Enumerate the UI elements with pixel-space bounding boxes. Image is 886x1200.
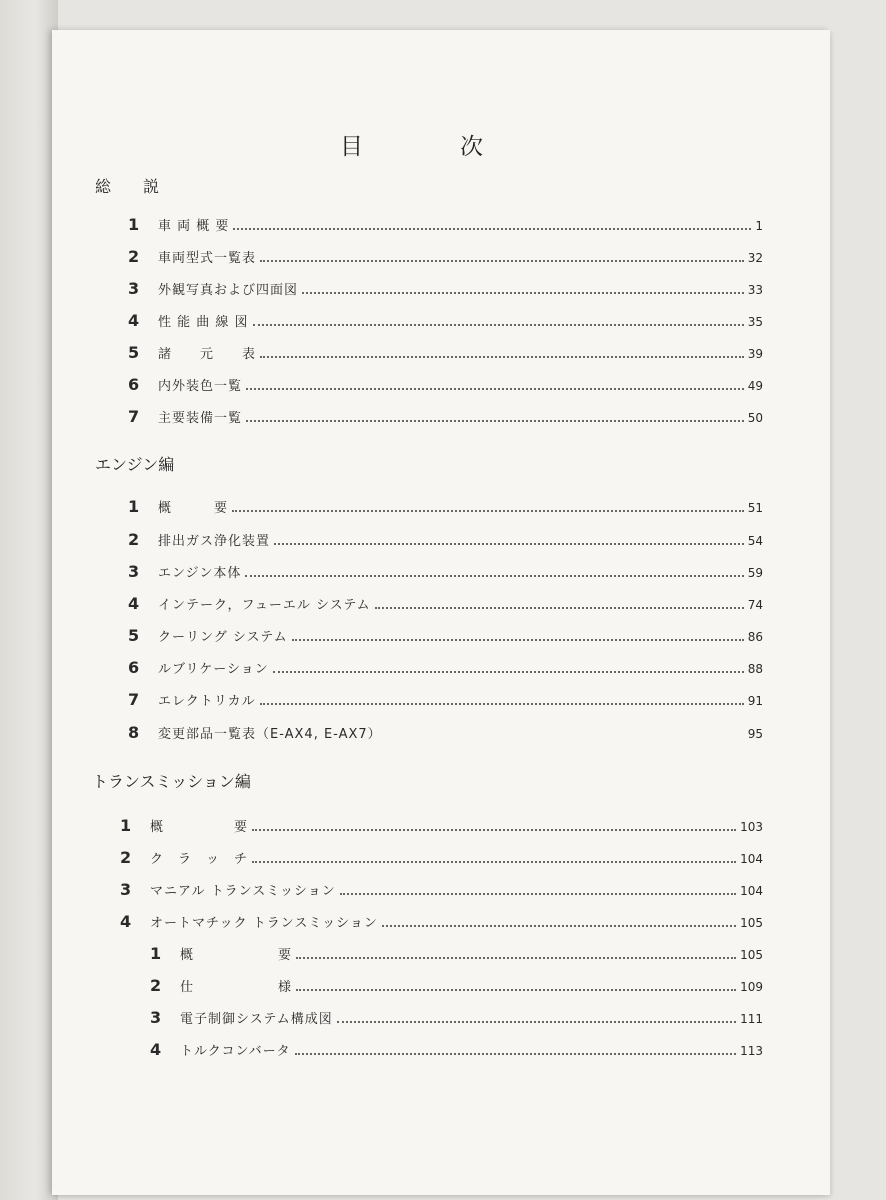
entry-page: 86 [747, 630, 763, 644]
toc-title-right: 次 [460, 134, 483, 160]
entry-number: 4 [150, 1040, 162, 1059]
entry-page: 59 [747, 566, 763, 580]
entry-page: 104 [740, 852, 763, 866]
entry-number: 3 [128, 562, 140, 581]
entry-page: 111 [740, 1012, 763, 1026]
entry-page: 109 [740, 980, 763, 994]
entry-number: 1 [120, 816, 132, 835]
entry-label: 車両型式一覧表 [158, 251, 257, 266]
entry-number: 3 [128, 279, 140, 298]
entry-label: ク ラ ッ チ [150, 852, 249, 867]
entry-page: 54 [747, 534, 763, 548]
entry-page: 105 [740, 948, 763, 962]
leader-dots [273, 670, 744, 673]
entry-label: 概 要 [158, 501, 229, 516]
entry-page: 35 [747, 315, 763, 329]
toc-entry[interactable] [128, 690, 763, 710]
entry-page: 104 [740, 884, 763, 898]
entry-page: 95 [747, 727, 763, 741]
entry-label: オートマチック トランスミッション [150, 916, 378, 931]
toc-entry[interactable] [128, 375, 763, 395]
entry-page: 32 [747, 251, 763, 265]
entry-number: 1 [128, 215, 140, 234]
entry-label: 諸 元 表 [158, 347, 257, 362]
entry-number: 6 [128, 375, 140, 394]
entry-number: 6 [128, 658, 140, 677]
entry-page: 91 [747, 694, 763, 708]
entry-number: 2 [120, 848, 132, 867]
entry-number: 5 [128, 626, 140, 645]
leader-dots [252, 860, 736, 863]
entry-number: 2 [128, 530, 140, 549]
toc-entry[interactable] [120, 816, 763, 836]
leader-dots [260, 355, 744, 358]
leader-dots [274, 542, 744, 545]
entry-page: 1 [755, 219, 763, 233]
leader-dots [253, 323, 744, 326]
leader-dots [246, 419, 744, 422]
entry-page: 33 [747, 283, 763, 297]
entry-page: 51 [747, 501, 763, 515]
entry-number: 2 [150, 976, 162, 995]
leader-dots [340, 892, 736, 895]
entry-number: 3 [120, 880, 132, 899]
entry-label: 概 要 [180, 948, 293, 963]
leader-dots [246, 387, 744, 390]
entry-page: 39 [747, 347, 763, 361]
leader-dots [296, 956, 736, 959]
entry-label: 排出ガス浄化装置 [158, 534, 271, 549]
entry-label: ルブリケーション [158, 662, 269, 677]
entry-label: 内外装色一覧 [158, 379, 243, 394]
toc-title-left: 目 [340, 134, 363, 160]
toc-entry[interactable] [128, 562, 763, 582]
entry-label: 仕 様 [180, 980, 293, 995]
toc-entry[interactable] [128, 407, 763, 427]
toc-entry[interactable] [128, 343, 763, 363]
entry-number: 8 [128, 723, 140, 742]
leader-dots [245, 574, 743, 577]
entry-number: 3 [150, 1008, 162, 1027]
leader-dots [233, 227, 751, 230]
entry-label: 外観写真および四面図 [158, 283, 299, 298]
previous-page-edge [0, 0, 58, 1200]
entry-label: 車 両 概 要 [158, 219, 230, 234]
entry-number: 5 [128, 343, 140, 362]
entry-number: 1 [128, 497, 140, 516]
entry-label: トルクコンバータ [180, 1044, 291, 1059]
toc-entry[interactable] [120, 912, 763, 932]
entry-page: 49 [747, 379, 763, 393]
leader-dots [260, 702, 744, 705]
toc-subentry[interactable] [150, 1040, 763, 1060]
toc-entry[interactable] [128, 279, 763, 299]
leader-dots [232, 509, 744, 512]
entry-label: エンジン本体 [158, 566, 242, 581]
leader-dots [386, 735, 744, 738]
toc-entry[interactable] [128, 658, 763, 678]
entry-number: 2 [128, 247, 140, 266]
entry-number: 4 [120, 912, 132, 931]
entry-label: 性 能 曲 線 図 [158, 315, 249, 330]
entry-label: 概 要 [150, 820, 249, 835]
entry-page: 103 [740, 820, 763, 834]
entry-page: 88 [747, 662, 763, 676]
toc-subentry[interactable] [150, 976, 763, 996]
entry-label: 主要装備一覧 [158, 411, 243, 426]
entry-label: エレクトリカル [158, 694, 256, 709]
entry-page: 105 [740, 916, 763, 930]
toc-entry[interactable] [128, 626, 763, 646]
entry-number: 1 [150, 944, 162, 963]
leader-dots [302, 291, 744, 294]
entry-number: 4 [128, 311, 140, 330]
leader-dots [260, 259, 744, 262]
entry-label: マニアル トランスミッション [150, 884, 336, 899]
toc-entry[interactable] [128, 723, 763, 743]
entry-page: 74 [747, 598, 763, 612]
entry-label: クーリング システム [158, 630, 288, 645]
leader-dots [292, 638, 744, 641]
toc-subentry[interactable] [150, 944, 763, 964]
leader-dots [375, 606, 744, 609]
section-heading-transmission: トランスミッション編 [92, 772, 251, 791]
leader-dots [337, 1020, 736, 1023]
entry-number: 7 [128, 690, 140, 709]
leader-dots [295, 1052, 737, 1055]
entry-number: 4 [128, 594, 140, 613]
entry-label: 変更部品一覧表（E-AX4, E-AX7） [158, 727, 382, 742]
toc-entry[interactable] [128, 311, 763, 331]
toc-entry[interactable] [120, 848, 763, 868]
entry-label: 電子制御システム構成図 [180, 1012, 333, 1027]
section-heading-sogo: 総 説 [95, 177, 160, 196]
leader-dots [252, 828, 736, 831]
entry-label: インテーク，フューエル システム [158, 598, 371, 613]
entry-number: 7 [128, 407, 140, 426]
section-heading-engine: エンジン編 [95, 455, 175, 474]
entry-page: 50 [747, 411, 763, 425]
toc-entry[interactable] [128, 215, 763, 235]
toc-entry[interactable] [128, 594, 763, 614]
leader-dots [382, 924, 736, 927]
entry-page: 113 [740, 1044, 763, 1058]
toc-subentry[interactable] [150, 1008, 763, 1028]
leader-dots [296, 988, 736, 991]
toc-entry[interactable] [128, 530, 763, 550]
toc-entry[interactable] [128, 247, 763, 267]
toc-entry[interactable] [128, 497, 763, 517]
toc-entry[interactable] [120, 880, 763, 900]
